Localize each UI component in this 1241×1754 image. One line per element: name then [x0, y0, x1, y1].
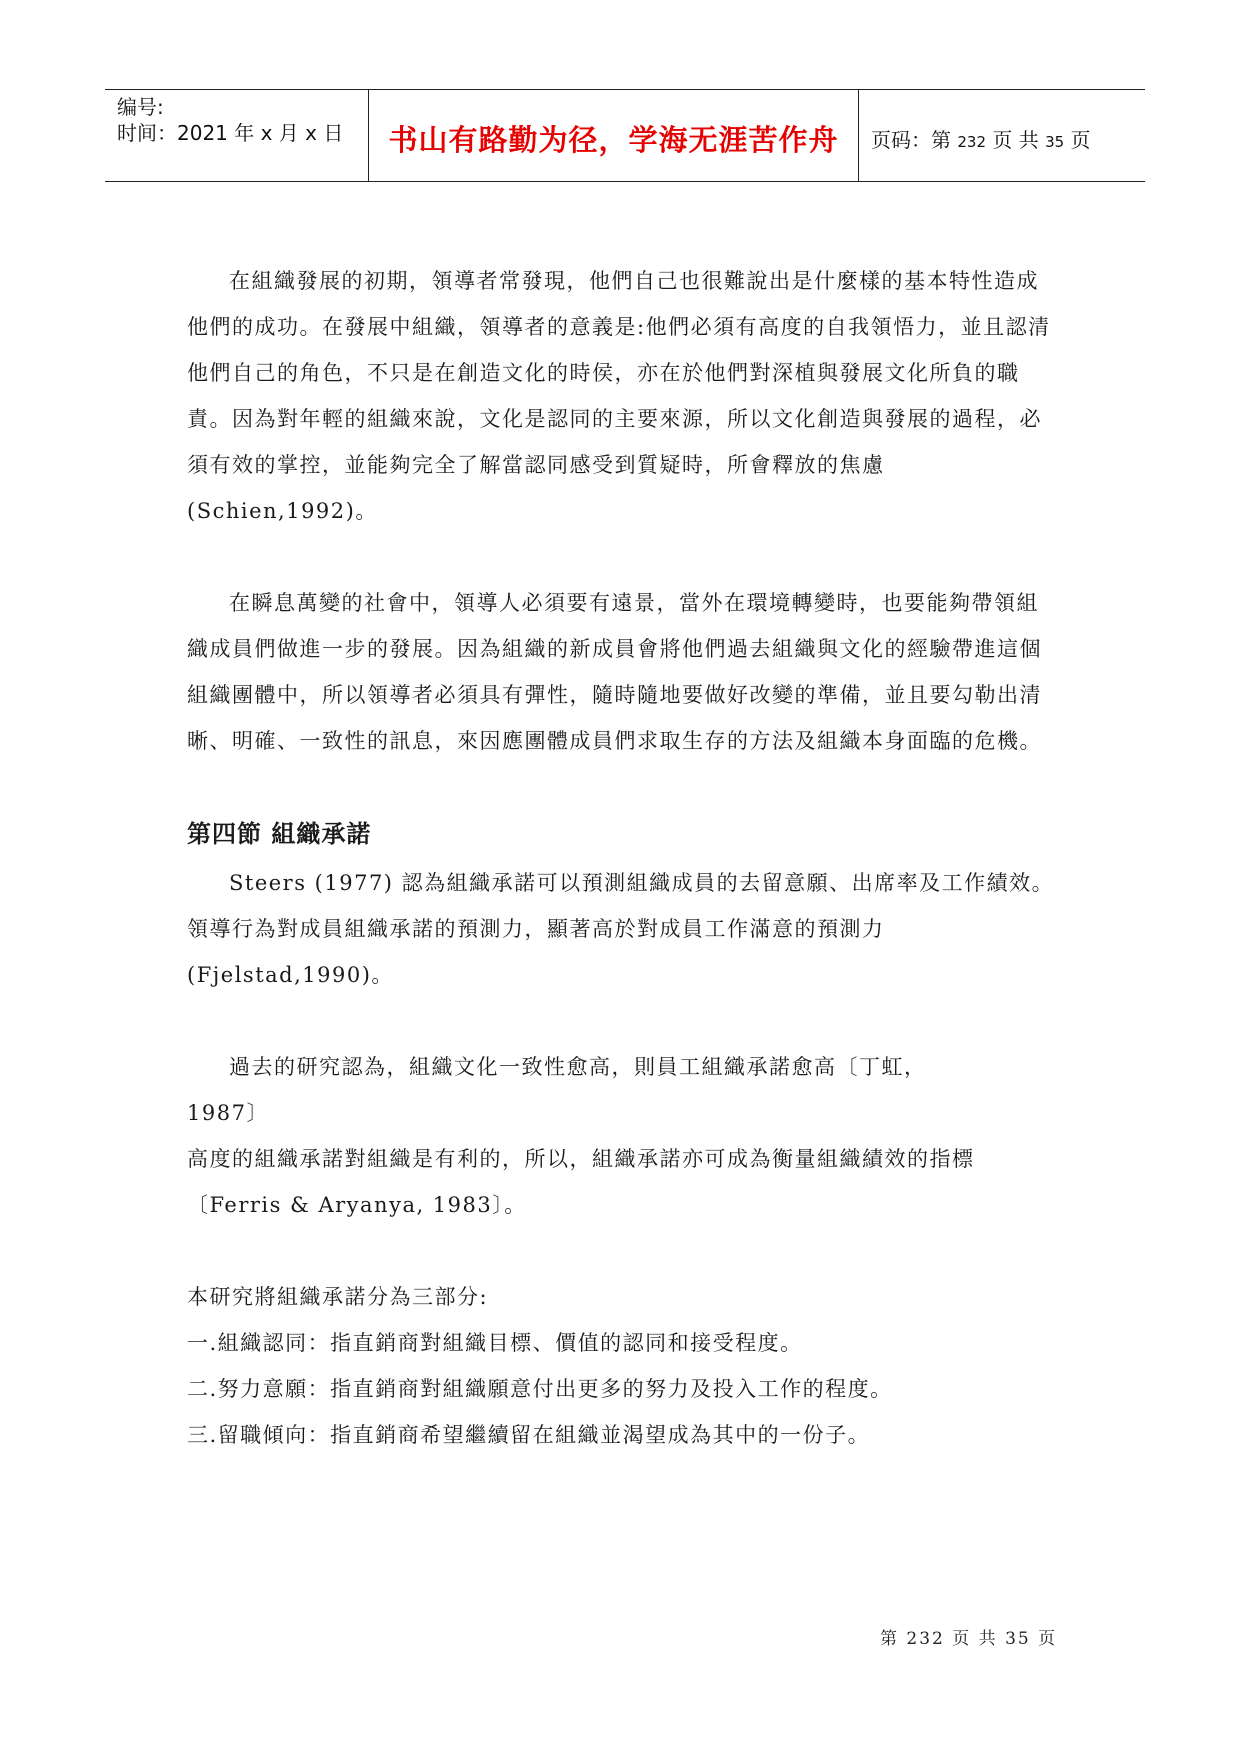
list-intro: 本研究將組織承諾分為三部分:	[187, 1285, 489, 1309]
page-total: 35	[1045, 133, 1065, 151]
header-meta	[117, 94, 343, 146]
list-item: 二.努力意願：指直銷商對組織願意付出更多的努力及投入工作的程度。	[187, 1377, 893, 1401]
paragraph-2: 在瞬息萬變的社會中，領導人必須要有遠景，當外在環境轉變時，也要能夠帶領組織成員們做進一步的發展。因為組織的新成員會將他們過去組織與文化的經驗帶進這個組織團體中，所以領導者必須具有彈性，隨時隨地要做好改變的準備，並且要勾勒出清晰、明確、一致性的訊息，來因應團體成員們求取生存的方法及組織本身面臨的危機。	[187, 591, 1042, 753]
paragraph-1: 在組織發展的初期，領導者常發現，他們自己也很難說出是什麼樣的基本特性造成他們的成功。在發展中組織，領導者的意義是:他們必須有高度的自我領悟力，並且認清他們自己的角色，不只是在創造文化的時侯，亦在於他們對深植與發展文化所負的職責。因為對年輕的組織來說，文化是認同的主要來源，所以文化創造與發展的過程，必須有效的掌控，並能夠完全了解當認同感受到質疑時，所會釋放的焦慮(Schien,1992)。	[187, 269, 1051, 523]
section-title: 第四節 組織承諾	[187, 820, 372, 848]
time-label: 时间：2021 年 x 月 x 日	[117, 121, 344, 145]
paragraph-4-line-1: 過去的研究認為，組織文化一致性愈高，則員工組織承諾愈高〔丁虹，	[229, 1055, 927, 1079]
paragraph-4-line-4: 〔Ferris & Aryanya, 1983〕。	[187, 1193, 527, 1217]
page-current: 232	[957, 133, 986, 151]
list-item: 一.組織認同：指直銷商對組織目標、價值的認同和接受程度。	[187, 1331, 803, 1355]
paragraph-4-line-3: 高度的組織承諾對組織是有利的，所以，組織承諾亦可成為衡量組織績效的指標	[187, 1147, 975, 1171]
header-divider-right	[858, 90, 859, 181]
header-motto: 书山有路勤为径，学海无涯苦作舟	[388, 123, 839, 157]
header-page-info	[871, 124, 1091, 153]
page-header	[105, 89, 1145, 182]
page-prefix: 页码：第	[871, 128, 951, 152]
list-item: 三.留職傾向：指直銷商希望繼續留在組織並渴望成為其中的一份子。	[187, 1423, 871, 1447]
page-middle: 页 共	[992, 128, 1039, 152]
paragraph-3: Steers (1977) 認為組織承諾可以預測組織成員的去留意願、出席率及工作績效。領導行為對成員組織承諾的預測力，顯著高於對成員工作滿意的預測力(Fjelstad,1990)。	[187, 871, 1055, 987]
page-footer: 第 232 页 共 35 页	[880, 1629, 1058, 1649]
page-suffix: 页	[1070, 128, 1091, 152]
document-body	[187, 258, 1057, 1458]
paragraph-4-line-2: 1987〕	[187, 1101, 269, 1125]
number-label: 编号:	[117, 95, 164, 119]
